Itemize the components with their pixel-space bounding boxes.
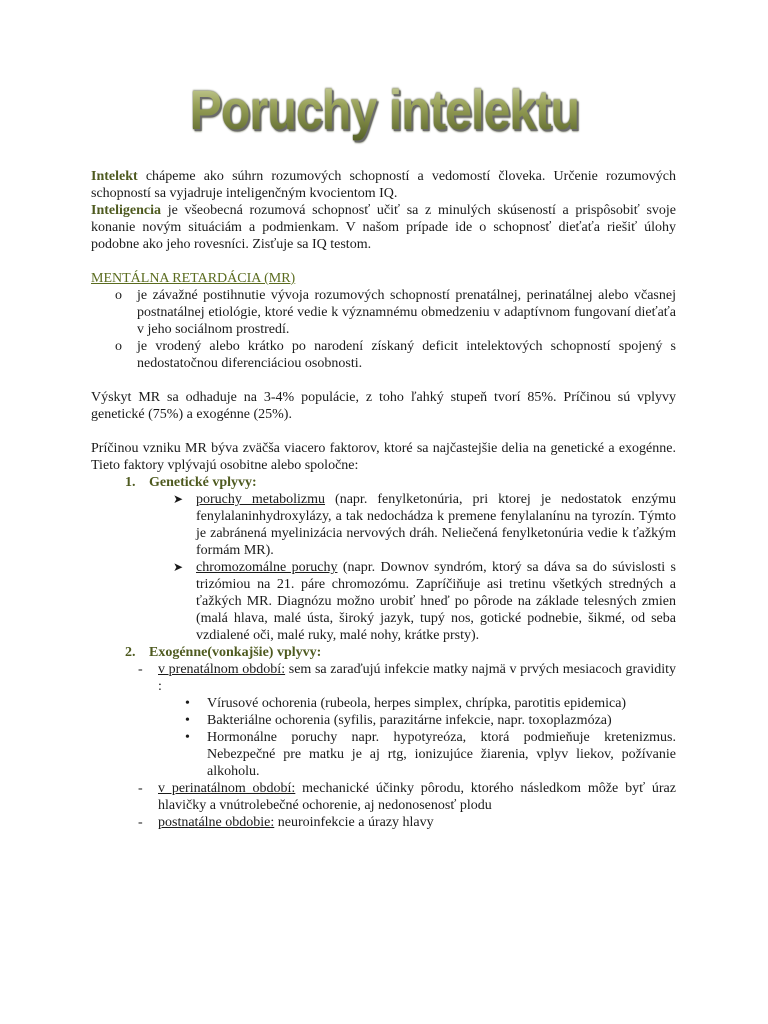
list-item (91, 491, 676, 559)
genetic-heading-label: Genetické vplyvy: (149, 475, 257, 490)
prenatal-list (91, 695, 676, 780)
prevalence-paragraph: Výskyt MR sa odhaduje na 3-4% populácie, z toho ľahký stupeň tvorí 85%. Príčinou sú vplyvy genetické (75%) a exogénne (25%). (91, 390, 676, 422)
postnatal-label: postnatálne obdobie: (158, 815, 275, 830)
prenatal-item-text: Bakteriálne ochorenia (syfilis, parazitárne infekcie, napr. toxoplazmóza) (207, 713, 612, 728)
mr-definition-text: je vrodený alebo krátko po narodení získaný deficit intelektových schopností spojený s nedostatočnou diferenciáciou osobnosti. (137, 339, 676, 371)
genetic-item-text: (napr. Downov syndróm, ktorý sa dáva sa do súvislosti s trizómiou na 21. páre chromozómu. Zapríčiňuje asi tretinu všetkých stredných a ťažkých MR. Diagnózu možno urobiť hneď po pôrode na základe telesných zmien (malá hlava, malé ústa, široký jazyk, tupý nos, gotické podnebie, šikmé, od seba vzdialené oči, malé ruky, malé nohy, krátke prsty). (196, 560, 676, 643)
prenatal-item-text: Vírusové ochorenia (rubeola, herpes simplex, chrípka, parotitis epidemica) (207, 696, 627, 711)
prenatal-text: sem sa zaraďujú infekcie matky najmä v prvých mesiacoch gravidity : (158, 662, 676, 694)
prenatal-label: v prenatálnom období: (158, 662, 286, 677)
mr-definition-text: je závažné postihnutie vývoja rozumových schopností prenatálnej, perinatálnej alebo včasnej postnatálnej etiológie, ktoré vedie k významnému obmedzeniu v adaptívnom fungovaní dieťaťa v jeho sociálnom prostredí. (137, 288, 676, 337)
dash-bullet-icon: - (138, 815, 143, 830)
genetic-list (91, 491, 676, 644)
dot-bullet-icon: • (185, 730, 190, 745)
list-item (91, 661, 676, 695)
exogenous-heading (91, 644, 676, 661)
exogenous-number: 2. (125, 645, 136, 660)
prenatal-item-text: Hormonálne poruchy napr. hypotyreóza, ktorá podmieňuje kretenizmus. Nebezpečné pre matku je aj rtg, ionizujúce žiarenia, vplyv liekov, požívanie alkoholu. (207, 730, 676, 779)
genetic-item-text: (napr. fenylketonúria, pri ktorej je nedostatok enzýmu fenylalaninhydroxylázy, a tak nedochádza k premene fenylalanínu na tyrozín. Týmto je zabránená myelinizácia nervových dráh. Neliečená fenylketonúria vedie k ťažkým formám MR). (196, 492, 676, 558)
postnatal-text: neuroinfekcie a úrazy hlavy (274, 815, 434, 830)
spacer (91, 423, 676, 440)
dot-bullet-icon: • (185, 696, 190, 711)
genetic-number: 1. (125, 475, 136, 490)
perinatal-text: mechanické účinky pôrodu, ktorého následkom môže byť úraz hlavičky a vnútrolebečné ochorenie, aj nedonosenosť plodu (158, 781, 676, 813)
section-heading-mr: MENTÁLNA RETARDÁCIA (MR) (91, 271, 296, 286)
genetic-item-label: chromozomálne poruchy (196, 560, 338, 575)
dash-bullet-icon: - (138, 781, 143, 796)
page-title: Poruchy intelektu (189, 76, 578, 144)
list-item (91, 729, 676, 780)
list-item (91, 559, 676, 644)
perinatal-label: v perinatálnom období: (158, 781, 296, 796)
dash-bullet-icon: - (138, 662, 143, 677)
genetic-heading (91, 474, 676, 491)
dot-bullet-icon: • (185, 713, 190, 728)
list-item (91, 695, 676, 712)
intro-text-inteligencia: je všeobecná rozumová schopnosť učiť sa z minulých skúseností a prispôsobiť svoje konanie novým situáciám a podmienkam. V našom prípade ide o schopnosť dieťaťa riešiť úlohy podobne ako jeho rovesníci. Zisťuje sa IQ testom. (91, 203, 676, 252)
mr-definition-list (91, 287, 676, 372)
arrow-bullet-icon: ➤ (173, 492, 184, 506)
exogenous-list-continued (91, 780, 676, 831)
list-item (91, 338, 676, 372)
document-body (91, 168, 676, 831)
list-item (91, 780, 676, 814)
causes-paragraph: Príčinou vzniku MR býva zväčša viacero faktorov, ktoré sa najčastejšie delia na genetické a exogénne. Tieto faktory vplývajú osobitne alebo spoločne: (91, 441, 676, 473)
spacer (91, 372, 676, 389)
exogenous-list (91, 661, 676, 695)
intro-text-intelekt: chápeme ako súhrn rozumových schopností a vedomostí človeka. Určenie rozumových schopností sa vyjadruje inteligenčným kvocientom IQ. (91, 169, 676, 201)
intro-paragraph-intelekt (91, 168, 676, 202)
intro-paragraph-inteligencia (91, 202, 676, 253)
circle-bullet-icon: o (115, 288, 122, 303)
exogenous-heading-label: Exogénne(vonkajšie) vplyvy: (149, 645, 322, 660)
list-item (91, 287, 676, 338)
circle-bullet-icon: o (115, 339, 122, 354)
list-item (91, 712, 676, 729)
genetic-item-label: poruchy metabolizmu (196, 492, 326, 507)
term-intelekt: Intelekt (91, 169, 138, 184)
term-inteligencia: Inteligencia (91, 203, 161, 218)
arrow-bullet-icon: ➤ (173, 560, 184, 574)
list-item (91, 814, 676, 831)
title-wrap (0, 76, 768, 144)
